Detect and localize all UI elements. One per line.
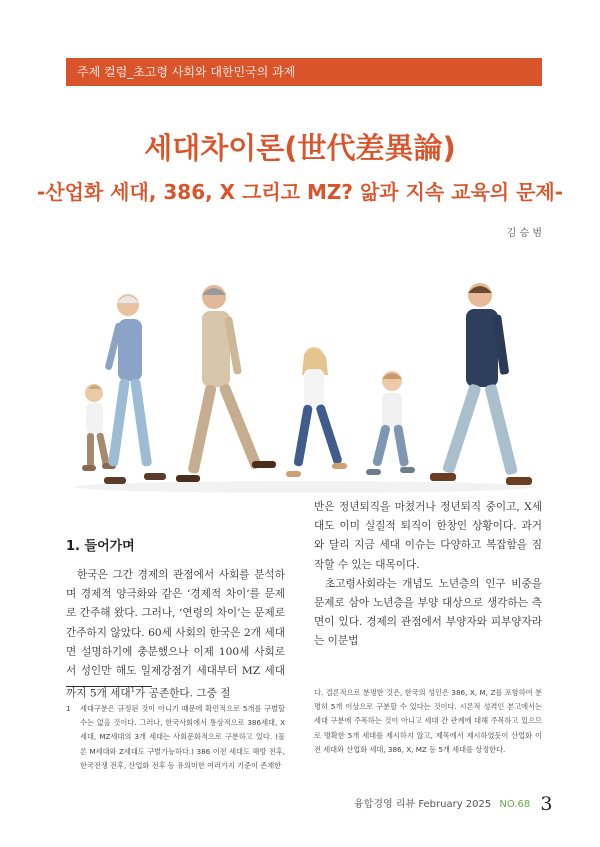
footnote-number: 1 <box>66 704 71 713</box>
publication-name: 융합경영 리뷰 February 2025 <box>354 799 492 810</box>
footnote-divider <box>66 686 152 687</box>
page-footer <box>354 792 553 816</box>
topic-banner <box>66 58 542 86</box>
body-column-left <box>66 566 285 704</box>
footnote-reference: 1 <box>130 686 136 695</box>
body-paragraph: 초고령사회라는 개념도 노년층의 인구 비중을 문제로 삼아 노년층을 부양 대상으로 생각하는 측면이 있다. 경제의 관점에서 부양자와 피부양자라는 이분법 <box>314 577 542 648</box>
grandfather-figure <box>104 294 166 484</box>
older-man-figure <box>176 285 276 482</box>
author-name: 김 승 범 <box>506 228 542 239</box>
body-paragraph: 한국은 그간 경제의 관점에서 사회를 분석하며 경제적 양극화와 같은 ‘경제적 차이’를 문제로 간주해 왔다. 그러나, ‘연령의 차이’는 문제로 간주하지 않았다. 60세 사회의 한국은 2개 세대면 설명하기에 충분했으나 이제 100세 사회로서 성인만 해도 일제강점기 세대부터 MZ 세대까지 5개 세대$^1$가 공존한다. 그중 절 <box>66 569 285 700</box>
issue-number: NO.68 <box>499 799 531 810</box>
article-title: 세대차이론(世代差異論) <box>144 131 456 165</box>
ground-shadow <box>74 481 534 493</box>
section-heading: 1. 들어가며 <box>66 539 135 554</box>
page-number: 3 <box>540 793 553 815</box>
article-subtitle: -산업화 세대, 386, X 그리고 MZ? 앎과 지속 교육의 문제- <box>36 180 564 204</box>
banner-text: 주제 컬럼_초고령 사회와 대한민국의 과제 <box>77 65 296 79</box>
footnote <box>66 702 285 773</box>
generations-walking-illustration <box>66 265 542 505</box>
footnote-text: 세대구분은 규정된 것이 아니기 때문에 확언적으로 5개를 구별할 수는 없을 것이다. 그러나, 한국사회에서 통상적으로 386세대, X세대, MZ세대의 3개 세대는 사회문화적으로 구분하고 있다. (물론 M세대와 Z세대도 구별가능하다.) 386 이전 세대도 해방 전후, 한국전쟁 전후, 산업화 전후 등 유의미한 여러가지 기준이 존재한 <box>80 704 285 770</box>
body-paragraph: 반은 정년퇴직을 마쳤거나 정년퇴직 중이고, X세대도 이미 실질적 퇴직이 한창인 상황이다. 과거와 달리 지금 세대 이슈는 다양하고 복잡함을 짐작할 수 있는 대목이다. <box>314 501 542 571</box>
boy-figure <box>366 371 415 475</box>
footnote-continued: 다. 결론적으로 분명한 것은, 한국의 성인은 386, X, M, Z를 포함하여 분명히 5개 이상으로 구분할 수 있다는 것이다. 시론적 성격인 본고에서는 세대 구분에 주목하는 것이 아니고 세대 간 관계에 대해 주목하고 있으므로 명확한 5개 세대를 제시하지 않고, 제목에서 제시하였듯이 산업화 이전 세대와 산업화 세대, 386, X, MZ 등 5개 세대를 상정한다. <box>314 688 542 754</box>
body-column-right <box>314 498 542 652</box>
young-man-figure <box>430 283 532 485</box>
girl-figure <box>286 347 347 477</box>
